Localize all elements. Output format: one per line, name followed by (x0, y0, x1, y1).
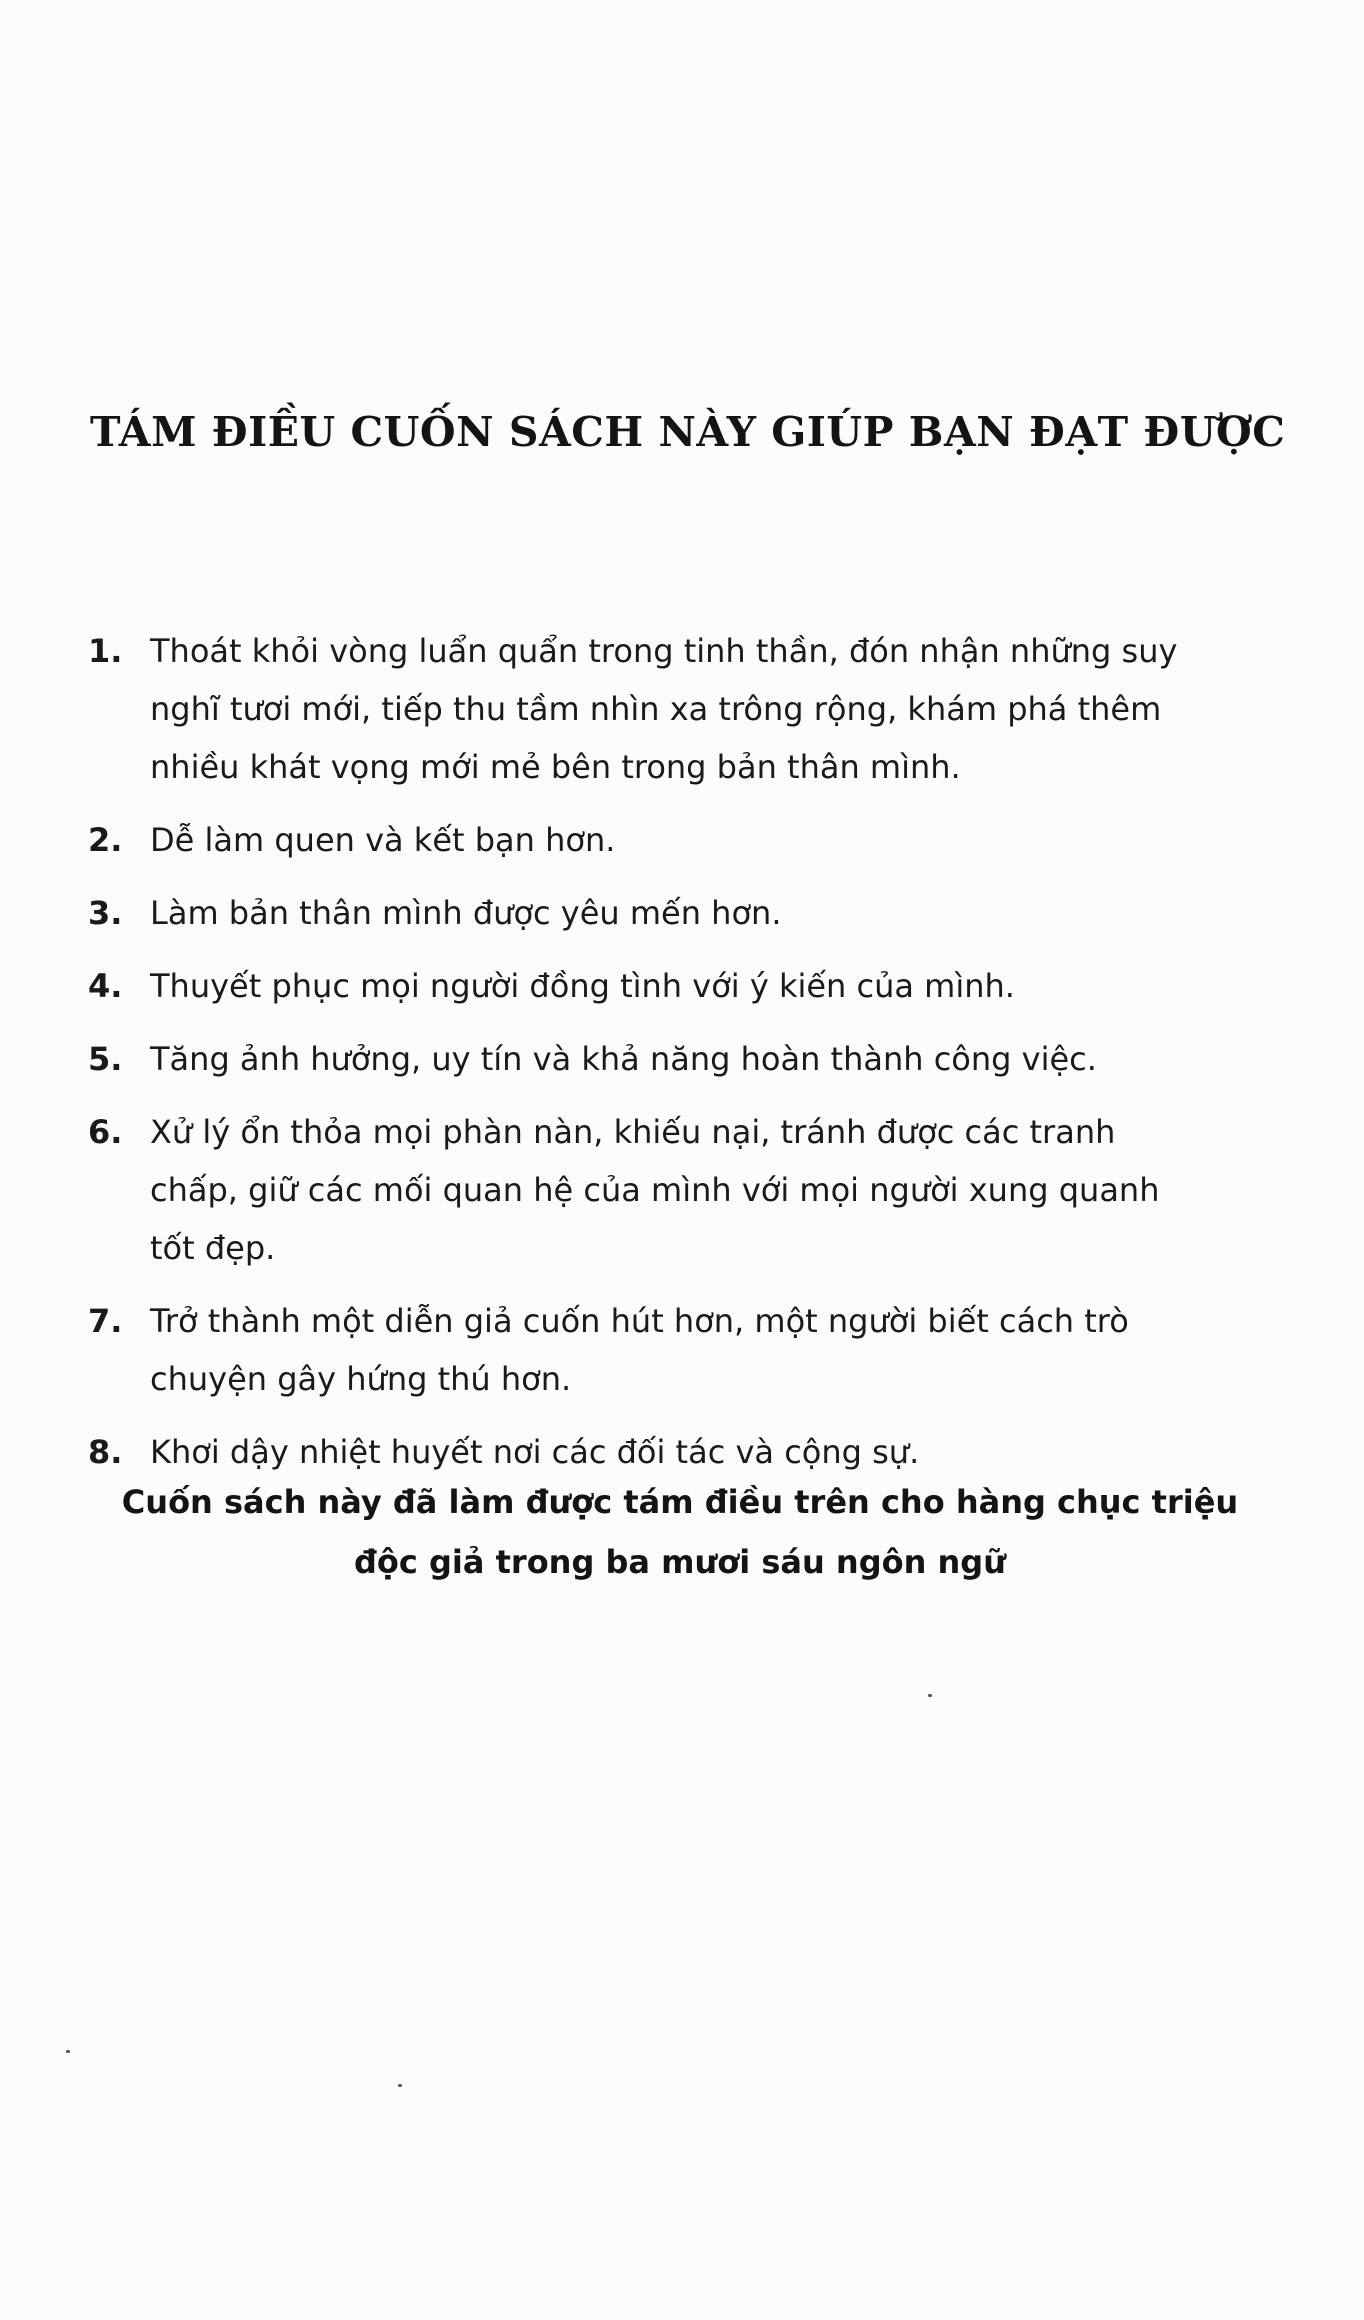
closing-line-1: Cuốn sách này đã làm được tám điều trên cho hàng chục triệu (121, 1483, 1239, 1521)
item-number: 1. (88, 632, 123, 670)
print-speck (928, 1694, 932, 1697)
benefits-list (88, 622, 1208, 1496)
list-item (88, 884, 1208, 942)
item-number: 3. (88, 894, 123, 932)
list-item (88, 957, 1208, 1015)
list-item (88, 811, 1208, 869)
item-text: Khơi dậy nhiệt huyết nơi các đối tác và cộng sự. (150, 1433, 920, 1471)
page-heading: TÁM ĐIỀU CUỐN SÁCH NÀY GIÚP BẠN ĐẠT ĐƯỢC (90, 408, 1286, 456)
item-number: 4. (88, 967, 123, 1005)
item-text: Thuyết phục mọi người đồng tình với ý kiến của mình. (150, 967, 1015, 1005)
closing-statement (100, 1472, 1260, 1592)
list-item (88, 622, 1208, 796)
item-text: Tăng ảnh hưởng, uy tín và khả năng hoàn thành công việc. (150, 1040, 1097, 1078)
list-item (88, 1103, 1208, 1277)
item-text: Dễ làm quen và kết bạn hơn. (150, 821, 616, 859)
item-text: Làm bản thân mình được yêu mến hơn. (150, 894, 782, 932)
item-number: 5. (88, 1040, 123, 1078)
item-number: 8. (88, 1433, 123, 1471)
print-speck (66, 2050, 70, 2053)
print-speck (398, 2084, 402, 2087)
list-item (88, 1030, 1208, 1088)
item-text: Xử lý ổn thỏa mọi phàn nàn, khiếu nại, tránh được các tranh chấp, giữ các mối quan hệ của mình với mọi người xung quanh tốt đẹp. (150, 1113, 1160, 1267)
list-item (88, 1292, 1208, 1408)
closing-line-2: độc giả trong ba mươi sáu ngôn ngữ (354, 1543, 1006, 1581)
item-number: 6. (88, 1113, 123, 1151)
item-text: Trở thành một diễn giả cuốn hút hơn, một người biết cách trò chuyện gây hứng thú hơn. (150, 1302, 1129, 1398)
item-text: Thoát khỏi vòng luẩn quẩn trong tinh thần, đón nhận những suy nghĩ tươi mới, tiếp thu tầm nhìn xa trông rộng, khám phá thêm nhiều khát vọng mới mẻ bên trong bản thân mình. (150, 632, 1178, 786)
item-number: 2. (88, 821, 123, 859)
item-number: 7. (88, 1302, 123, 1340)
